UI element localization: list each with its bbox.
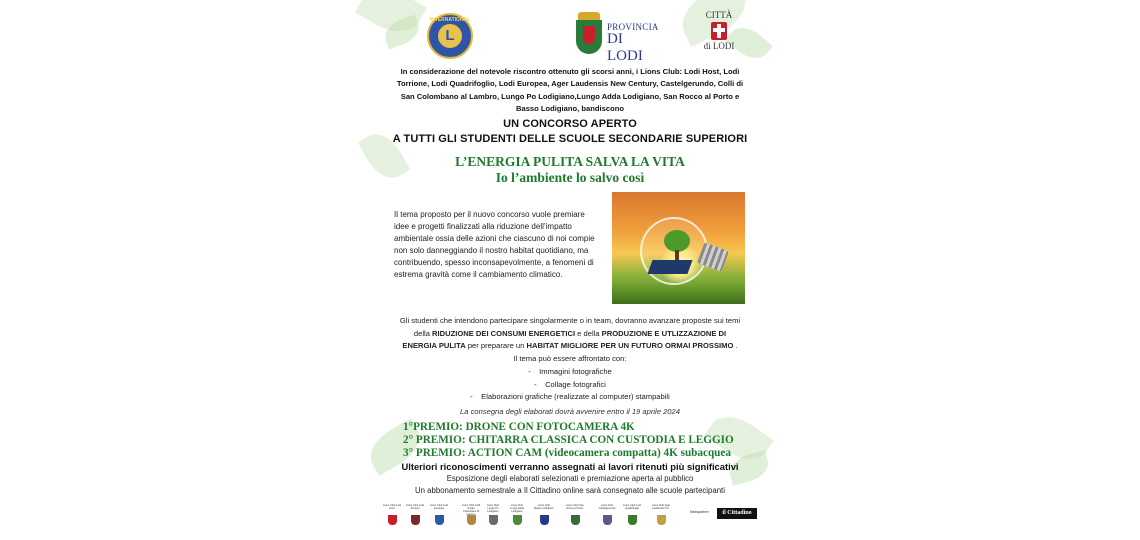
club-name: Lions Club Ager Laudensis N.C. [651,504,671,510]
format-item-label: Immagini fotografiche [539,367,612,376]
club-logo [507,504,527,525]
lions-logo [427,13,473,59]
format-item-label: Collage fotografici [545,379,606,389]
provincia-line1: PROVINCIA [607,22,659,32]
club-logo [534,504,554,525]
club-emblem-icon [435,515,444,525]
club-logo [565,504,585,525]
club-emblem-icon [513,515,522,525]
contest-line1: UN CONCORSO APERTO [503,118,637,130]
prize-second: 2° PREMIO: CHITARRA CLASSICA CON CUSTODIA E LEGGIO [403,434,734,446]
participation-bold3: HABITAT MIGLIORE PER UN FUTURO ORMAI PROSSIMO [526,341,734,351]
club-logo [429,504,449,525]
format-item: - Collage fotografici [534,379,606,389]
grass-graphic [612,282,745,304]
format-item: - Elaborazioni grafiche (realizzate al computer) stampabili [470,392,670,402]
club-logo [461,504,481,525]
club-emblem-icon [571,515,580,525]
club-name: Lions Club Lodi Torrione [406,504,424,510]
participation-part3: per preparare un [465,341,527,351]
participation-part1: Gli studenti che intendono partecipare singolarmente o in team, dovranno avanzare proposte sui temi della [399,316,741,338]
poster [379,0,761,540]
club-logo [622,504,642,525]
club-name: Lions Club Lungo Po Lodigiano [486,504,500,513]
club-emblem-icon [657,515,666,525]
clean-energy-bulb-image [612,192,745,304]
participation-text [379,315,761,365]
club-emblem-icon [540,515,549,525]
shield-icon [576,20,602,54]
theme-paragraph: Il tema proposto per il nuovo concorso vuole premiare idee e progetti finalizzati alla riduzione dell’impatto ambientale ossia delle azioni che ciascuno di noi compie non solo danneggiando il nostro habitat quotidiano, ma contribuendo, spesso inconsapevolmente, a fenomeni di estrema gravità come il cambiamento climatico. [394,210,595,280]
tree-graphic [664,230,690,252]
club-emblem-icon [388,515,397,525]
club-name: Lions Club Castelgerundo [598,504,616,510]
lions-logo-letter: L [438,24,462,48]
format-list [379,366,761,404]
club-emblem-icon [411,515,420,525]
club-name: Lions Club Basso Lodigiano [534,504,554,510]
subscription-text: Un abbonamento semestrale a Il Cittadino online sarà consegnato alle scuole partecipanti [415,485,725,495]
club-emblem-icon [467,515,476,525]
participation-part4: . [733,341,738,351]
further-awards-text: Ulteriori riconoscimenti verranno assegnati ai lavori ritenuti più significativi [401,461,739,472]
citta-line2: di LODI [703,41,735,51]
deadline-text: La consegna degli elaborati dovrà avvenire entro il 19 aprile 2024 [460,407,680,416]
club-name: Lions Club San Rocco al Porto [566,504,584,510]
closing-text [379,473,761,496]
club-logos-row [379,500,761,540]
lions-ring-text: INTERNATIONAL [429,17,471,23]
il-cittadino-logo: il Cittadino [717,508,757,519]
citta-di-lodi-logo [697,10,741,60]
participation-part2: e della [575,328,602,338]
red-cross-shield-icon [711,22,727,40]
club-logo [382,504,402,525]
prize-first: 1°PREMIO: DRONE CON FOTOCAMERA 4K [403,421,635,433]
club-name: Lions Club Lodi Europea [430,504,448,510]
club-logo [597,504,617,525]
club-logo [651,504,671,525]
provincia-di-lodi-logo [576,12,662,64]
participation-bold1: RIDUZIONE DEI CONSUMI ENERGETICI [432,328,576,338]
citta-line1: CITTÀ [705,10,733,20]
solar-panel-graphic [647,260,692,274]
club-name: Lions Club Colli di San Colombano al Lambro [461,504,481,516]
club-name: Lions Club Lodi Host [383,504,401,510]
intro-text: In considerazione del notevole riscontro ottenuto gli scorsi anni, i Lions Club: Lodi Host, Lodi Torrione, Lodi Quadrifoglio, Lodi Europea, Ager Laudensis New Century, Castelgerundo, Colli di San Colombano al Lambro, Lungo Po Lodigiano,Lungo Adda Lodigiano, San Rocco al Porto e Basso Lodigiano, bandiscono [396,67,744,114]
provincia-line2: DI LODI [607,31,643,64]
format-intro: Il tema può essere affrontato con: [513,353,627,363]
participation-bold2: PRODUZIONE E UTLIZZAZIONE DI ENERGIA PULITA [402,328,727,351]
contest-line2: A TUTTI GLI STUDENTI DELLE SCUOLE SECONDARIE SUPERIORI [392,133,748,145]
prize-third: 3° PREMIO: ACTION CAM (videocamera compatta) 4K subacquea [403,447,731,459]
exhibition-text: Esposizione degli elaborati selezionati e premiazione aperta al pubblico [446,474,694,483]
club-logo [405,504,425,525]
slogan-line2: Io l’ambiente lo salvo così [495,170,645,185]
format-item: - Immagini fotografiche [528,367,612,376]
slogan-line1: L’ENERGIA PULITA SALVA LA VITA [455,154,685,169]
club-emblem-icon [603,515,612,525]
club-logo [483,504,503,525]
contest-heading [379,117,761,147]
media-partner-label: Mediapartner [690,510,709,514]
format-item-label: Elaborazioni grafiche (realizzate al computer) stampabili [481,392,670,402]
club-name: Lions Club Lodi Quadrifoglio [623,504,641,510]
club-emblem-icon [489,515,498,525]
club-name: Lions Club Lungo Adda Lodigiano [510,504,524,513]
club-emblem-icon [628,515,637,525]
